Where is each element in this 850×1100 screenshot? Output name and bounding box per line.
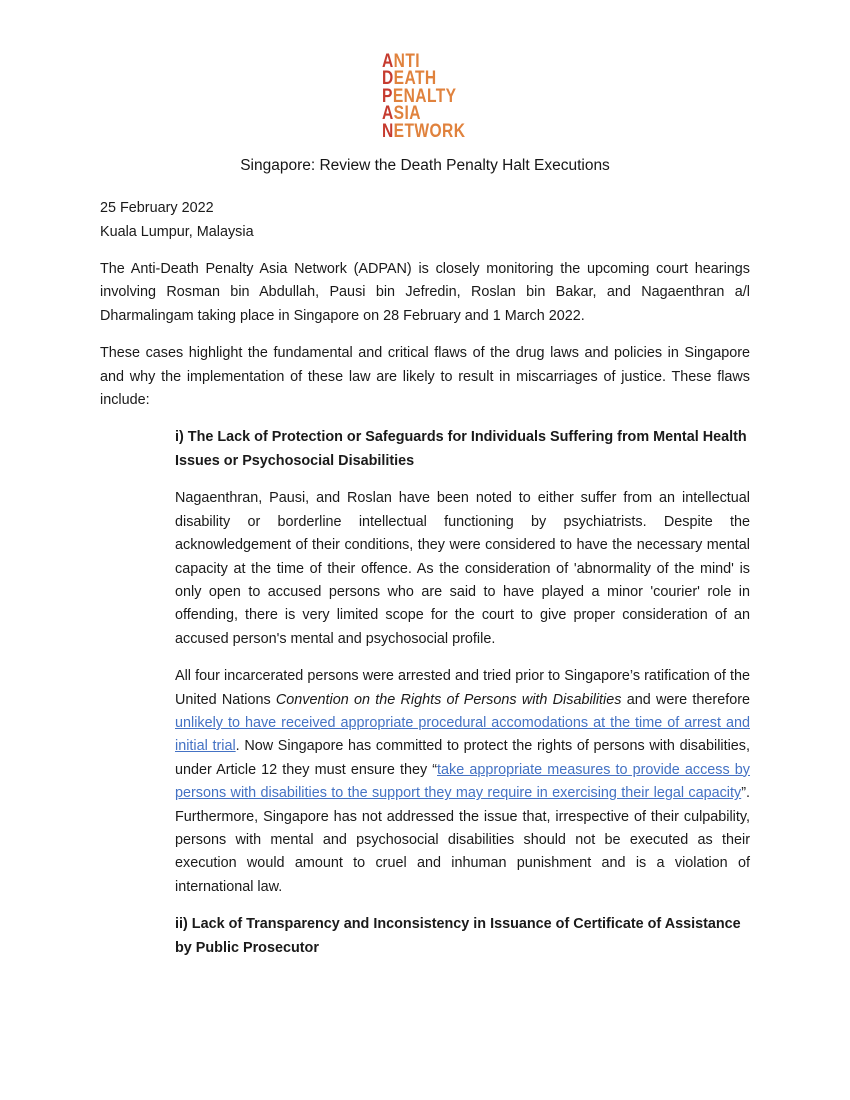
inline-link[interactable]: unlikely to have received appropriate procedural accomodations at the time of arrest and initial trial — [175, 714, 750, 755]
text-segment: Convention on the Rights of Persons with Disabilities — [275, 691, 622, 708]
logo-word-rest: ETWORK — [393, 120, 466, 142]
logo-initial-letter: A — [382, 103, 394, 125]
text-segment: All four incarcerated persons were arrested and tried prior to Singapore’s ratification of the United Nations — [175, 668, 750, 708]
text-segment: . Now Singapore has committed to protect the rights of persons with disabilities, under Article 12 they must ensure they “ — [175, 738, 750, 778]
dateline-date: 25 February 2022 — [100, 200, 214, 217]
logo-word-rest: SIA — [393, 103, 421, 125]
text-segment: Nagaenthran, Pausi, and Roslan have been noted to either suffer from an intellectual disability or borderline intellectual functioning by psychiatrists. Despite the acknowledgement of their conditions, they were considered to have the necessary mental capacity at the time of their offence. As the consideration of 'abnormality of the mind' is only open to accused persons who are said to have played a minor 'courier' role in offending, there is very limited scope for the court to give proper consideration of an accused person's mental and psychosocial profile. — [175, 490, 750, 647]
section-heading — [175, 426, 750, 473]
logo-line — [382, 120, 466, 142]
logo-word-rest: NTI — [393, 51, 421, 72]
text-segment: i) The Lack of Protection or Safeguards for Individuals Suffering from Mental Health Issues or Psychosocial Disabilities — [175, 429, 747, 469]
logo-initial-letter: P — [382, 85, 393, 107]
body-paragraph — [100, 342, 750, 412]
body-paragraph — [100, 258, 750, 328]
text-segment: These cases highlight the fundamental and critical flaws of the drug laws and policies in Singapore and why the implementation of these law are likely to result in miscarriages of justice. These flaws include: — [100, 345, 750, 409]
logo-initial-letter: D — [382, 68, 394, 90]
section-heading — [175, 913, 750, 960]
dateline — [100, 196, 750, 244]
text-segment: The Anti-Death Penalty Asia Network (ADPAN) is closely monitoring the upcoming court hearings involving Rosman bin Abdullah, Pausi bin Jefredin, Roslan bin Bakar, and Nagaenthran a/l Dharmalingam taking place in Singapore on 28 February and 1 March 2022. — [100, 261, 750, 324]
document-body — [100, 258, 750, 960]
logo-word-rest: ENALTY — [392, 85, 457, 107]
text-segment: ii) Lack of Transparency and Inconsistency in Issuance of Certificate of Assistance by Public Prosecutor — [175, 916, 741, 956]
text-segment: and were therefore — [621, 691, 750, 708]
logo-initial-letter: A — [382, 51, 394, 72]
document-title: Singapore: Review the Death Penalty Halt Executions — [240, 157, 610, 175]
text-segment: ”. Furthermore, Singapore has not addressed the issue that, irrespective of their culpability, persons with mental and psychosocial disabilities should not be executed as their execution would amount to cruel and inhuman punishment and is a violation of international law. — [175, 785, 750, 895]
logo-initial-letter: N — [382, 120, 394, 142]
body-paragraph — [175, 487, 750, 651]
dateline-location: Kuala Lumpur, Malaysia — [100, 224, 254, 241]
body-paragraph — [175, 665, 750, 899]
inline-link[interactable]: take appropriate measures to provide access by persons with disabilities to the support they may require in exercising their legal capacity — [175, 761, 750, 802]
adpan-logo — [382, 53, 468, 140]
logo-word-rest: EATH — [393, 68, 437, 90]
